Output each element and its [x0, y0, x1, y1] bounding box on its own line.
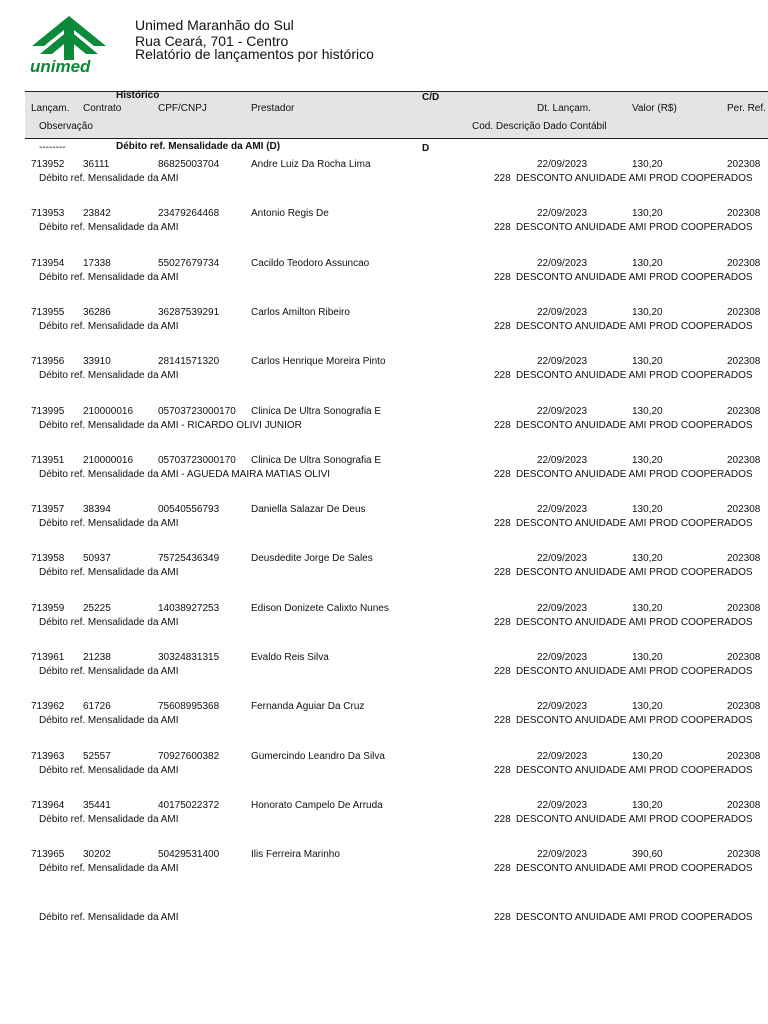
cell-valor: 130,20 [632, 504, 663, 515]
cell-lancamento: 713954 [31, 258, 65, 269]
report-title: Relatório de lançamentos por histórico [135, 46, 374, 62]
cell-valor: 130,20 [632, 553, 663, 564]
cell-cod: 228 [494, 617, 511, 628]
cell-cpf-cnpj: 75725436349 [158, 553, 220, 564]
cell-per-ref: 202308 [727, 553, 761, 564]
col-historico: Histórico [116, 90, 160, 101]
cell-descricao: DESCONTO ANUIDADE AMI PROD COOPERADOS [516, 765, 753, 776]
cell-valor: 130,20 [632, 406, 663, 417]
cell-cpf-cnpj: 55027679734 [158, 258, 220, 269]
cell-observacao: Débito ref. Mensalidade da AMI [39, 518, 179, 529]
cell-cod: 228 [494, 370, 511, 381]
cell-prestador: Ilis Ferreira Marinho [251, 849, 340, 860]
cell-lancamento: 713957 [31, 504, 65, 515]
cell-descricao: DESCONTO ANUIDADE AMI PROD COOPERADOS [516, 814, 753, 825]
cell-valor: 130,20 [632, 751, 663, 762]
col-cd: C/D [422, 92, 440, 103]
cell-observacao: Débito ref. Mensalidade da AMI [39, 370, 179, 381]
cell-dt-lancamento: 22/09/2023 [537, 603, 588, 614]
cell-contrato: 33910 [83, 356, 111, 367]
cell-cpf-cnpj: 36287539291 [158, 307, 220, 318]
cell-descricao: DESCONTO ANUIDADE AMI PROD COOPERADOS [516, 370, 753, 381]
cell-observacao: Débito ref. Mensalidade da AMI [39, 222, 179, 233]
cell-descricao: DESCONTO ANUIDADE AMI PROD COOPERADOS [516, 173, 753, 184]
cell-descricao: DESCONTO ANUIDADE AMI PROD COOPERADOS [516, 912, 753, 923]
cell-contrato: 17338 [83, 258, 111, 269]
cell-observacao: Débito ref. Mensalidade da AMI [39, 715, 179, 726]
cell-lancamento: 713962 [31, 701, 65, 712]
cell-prestador: Fernanda Aguiar Da Cruz [251, 701, 365, 712]
cell-descricao: DESCONTO ANUIDADE AMI PROD COOPERADOS [516, 222, 753, 233]
cell-prestador: Carlos Henrique Moreira Pinto [251, 356, 386, 367]
unimed-logo [28, 16, 110, 78]
cell-cod: 228 [494, 272, 511, 283]
company-name: Unimed Maranhão do Sul [135, 17, 294, 33]
cell-descricao: DESCONTO ANUIDADE AMI PROD COOPERADOS [516, 715, 753, 726]
cell-contrato: 61726 [83, 701, 111, 712]
cell-observacao: Débito ref. Mensalidade da AMI [39, 666, 179, 677]
cell-per-ref: 202308 [727, 701, 761, 712]
cell-prestador: Daniella Salazar De Deus [251, 504, 366, 515]
cell-prestador: Carlos Amilton Ribeiro [251, 307, 350, 318]
cell-observacao: Débito ref. Mensalidade da AMI - AGUEDA MAIRA MATIAS OLIVI [39, 469, 331, 480]
cell-observacao: Débito ref. Mensalidade da AMI [39, 863, 179, 874]
cell-cpf-cnpj: 75608995368 [158, 701, 220, 712]
cell-lancamento: 713961 [31, 652, 65, 663]
cell-valor: 130,20 [632, 258, 663, 269]
cell-contrato: 38394 [83, 504, 111, 515]
cell-observacao: Débito ref. Mensalidade da AMI [39, 814, 179, 825]
cell-valor: 130,20 [632, 455, 663, 466]
unimed-tree-icon [28, 16, 110, 60]
cell-lancamento: 713959 [31, 603, 65, 614]
col-lancam: Lançam. [31, 103, 70, 114]
col-valor: Valor (R$) [632, 103, 677, 114]
cell-dt-lancamento: 22/09/2023 [537, 701, 588, 712]
cell-per-ref: 202308 [727, 307, 761, 318]
cell-lancamento: 713964 [31, 800, 65, 811]
cell-cod: 228 [494, 518, 511, 529]
cell-cod: 228 [494, 814, 511, 825]
cell-cpf-cnpj: 23479264468 [158, 208, 220, 219]
cell-cod: 228 [494, 567, 511, 578]
cell-cpf-cnpj: 30324831315 [158, 652, 220, 663]
cell-cpf-cnpj: 00540556793 [158, 504, 220, 515]
cell-per-ref: 202308 [727, 652, 761, 663]
cell-descricao: DESCONTO ANUIDADE AMI PROD COOPERADOS [516, 666, 753, 677]
cell-lancamento: 713956 [31, 356, 65, 367]
cell-contrato: 36286 [83, 307, 111, 318]
col-prestador: Prestador [251, 103, 295, 114]
cell-lancamento: 713952 [31, 159, 65, 170]
cell-lancamento: 713951 [31, 455, 65, 466]
group-cd: D [422, 143, 430, 154]
cell-valor: 130,20 [632, 307, 663, 318]
cell-observacao: Débito ref. Mensalidade da AMI [39, 765, 179, 776]
cell-prestador: Antonio Regis De [251, 208, 329, 219]
cell-dt-lancamento: 22/09/2023 [537, 652, 588, 663]
cell-cpf-cnpj: 86825003704 [158, 159, 220, 170]
cell-cod: 228 [494, 173, 511, 184]
cell-prestador: Honorato Campelo De Arruda [251, 800, 383, 811]
cell-descricao: DESCONTO ANUIDADE AMI PROD COOPERADOS [516, 321, 753, 332]
cell-cod: 228 [494, 912, 511, 923]
cell-contrato: 210000016 [83, 455, 134, 466]
group-dash: -------- [39, 142, 66, 153]
col-contrato: Contrato [83, 103, 122, 114]
cell-per-ref: 202308 [727, 159, 761, 170]
cell-lancamento: 713955 [31, 307, 65, 318]
cell-descricao: DESCONTO ANUIDADE AMI PROD COOPERADOS [516, 567, 753, 578]
cell-cod: 228 [494, 420, 511, 431]
cell-descricao: DESCONTO ANUIDADE AMI PROD COOPERADOS [516, 863, 753, 874]
cell-valor: 130,20 [632, 603, 663, 614]
cell-contrato: 21238 [83, 652, 111, 663]
cell-observacao: Débito ref. Mensalidade da AMI [39, 912, 179, 923]
cell-valor: 130,20 [632, 652, 663, 663]
cell-per-ref: 202308 [727, 504, 761, 515]
cell-cpf-cnpj: 05703723000170 [158, 406, 236, 417]
cell-cod: 228 [494, 222, 511, 233]
cell-observacao: Débito ref. Mensalidade da AMI [39, 173, 179, 184]
cell-descricao: DESCONTO ANUIDADE AMI PROD COOPERADOS [516, 272, 753, 283]
cell-observacao: Débito ref. Mensalidade da AMI [39, 617, 179, 628]
col-dt: Dt. Lançam. [537, 103, 591, 114]
cell-contrato: 50937 [83, 553, 111, 564]
group-title: Débito ref. Mensalidade da AMI (D) [116, 141, 281, 152]
cell-cpf-cnpj: 28141571320 [158, 356, 220, 367]
cell-per-ref: 202308 [727, 406, 761, 417]
cell-valor: 130,20 [632, 356, 663, 367]
cell-descricao: DESCONTO ANUIDADE AMI PROD COOPERADOS [516, 617, 753, 628]
cell-contrato: 36111 [83, 159, 110, 170]
cell-valor: 130,20 [632, 159, 663, 170]
cell-valor: 130,20 [632, 701, 663, 712]
cell-per-ref: 202308 [727, 800, 761, 811]
cell-dt-lancamento: 22/09/2023 [537, 504, 588, 515]
cell-cpf-cnpj: 70927600382 [158, 751, 220, 762]
col-per: Per. Ref. [727, 103, 766, 114]
cell-descricao: DESCONTO ANUIDADE AMI PROD COOPERADOS [516, 469, 753, 480]
cell-observacao: Débito ref. Mensalidade da AMI [39, 567, 179, 578]
cell-cpf-cnpj: 40175022372 [158, 800, 220, 811]
cell-cpf-cnpj: 14038927253 [158, 603, 220, 614]
cell-prestador: Evaldo Reis Silva [251, 652, 329, 663]
cell-dt-lancamento: 22/09/2023 [537, 751, 588, 762]
cell-descricao: DESCONTO ANUIDADE AMI PROD COOPERADOS [516, 518, 753, 529]
cell-dt-lancamento: 22/09/2023 [537, 800, 588, 811]
cell-lancamento: 713953 [31, 208, 65, 219]
cell-cod: 228 [494, 715, 511, 726]
logo-text: unimed [30, 57, 91, 76]
cell-contrato: 30202 [83, 849, 111, 860]
cell-dt-lancamento: 22/09/2023 [537, 159, 588, 170]
cell-lancamento: 713965 [31, 849, 65, 860]
cell-prestador: Cacildo Teodoro Assuncao [251, 258, 370, 269]
cell-cpf-cnpj: 05703723000170 [158, 455, 236, 466]
cell-prestador: Deusdedite Jorge De Sales [251, 553, 373, 564]
cell-cod: 228 [494, 321, 511, 332]
col-cpf: CPF/CNPJ [158, 103, 207, 114]
cell-descricao: DESCONTO ANUIDADE AMI PROD COOPERADOS [516, 420, 753, 431]
cell-dt-lancamento: 22/09/2023 [537, 208, 588, 219]
cell-contrato: 25225 [83, 603, 111, 614]
cell-contrato: 210000016 [83, 406, 134, 417]
cell-per-ref: 202308 [727, 849, 761, 860]
cell-observacao: Débito ref. Mensalidade da AMI [39, 272, 179, 283]
cell-cod: 228 [494, 863, 511, 874]
cell-valor: 130,20 [632, 800, 663, 811]
cell-lancamento: 713958 [31, 553, 65, 564]
cell-dt-lancamento: 22/09/2023 [537, 553, 588, 564]
cell-per-ref: 202308 [727, 208, 761, 219]
cell-observacao: Débito ref. Mensalidade da AMI - RICARDO OLIVI JUNIOR [39, 420, 302, 431]
cell-dt-lancamento: 22/09/2023 [537, 455, 588, 466]
cell-cpf-cnpj: 50429531400 [158, 849, 220, 860]
cell-prestador: Gumercindo Leandro Da Silva [251, 751, 385, 762]
cell-cod: 228 [494, 469, 511, 480]
cell-contrato: 52557 [83, 751, 111, 762]
cell-per-ref: 202308 [727, 751, 761, 762]
cell-cod: 228 [494, 666, 511, 677]
cell-dt-lancamento: 22/09/2023 [537, 258, 588, 269]
cell-lancamento: 713995 [31, 406, 65, 417]
cell-prestador: Clinica De Ultra Sonografia E [251, 406, 382, 417]
cell-dt-lancamento: 22/09/2023 [537, 406, 588, 417]
cell-dt-lancamento: 22/09/2023 [537, 849, 588, 860]
col-observacao: Observação [39, 121, 93, 132]
company-address: Rua Ceará, 701 - Centro [135, 33, 289, 49]
cell-valor: 130,20 [632, 208, 663, 219]
cell-lancamento: 713963 [31, 751, 65, 762]
cell-contrato: 23842 [83, 208, 111, 219]
cell-dt-lancamento: 22/09/2023 [537, 356, 588, 367]
cell-contrato: 35441 [83, 800, 111, 811]
cell-per-ref: 202308 [727, 603, 761, 614]
cell-valor: 390,60 [632, 849, 663, 860]
cell-per-ref: 202308 [727, 455, 761, 466]
cell-per-ref: 202308 [727, 258, 761, 269]
cell-prestador: Andre Luiz Da Rocha Lima [251, 159, 371, 170]
cell-cod: 228 [494, 765, 511, 776]
cell-per-ref: 202308 [727, 356, 761, 367]
cell-dt-lancamento: 22/09/2023 [537, 307, 588, 318]
cell-prestador: Edison Donizete Calixto Nunes [251, 603, 389, 614]
cell-observacao: Débito ref. Mensalidade da AMI [39, 321, 179, 332]
col-cod: Cod. Descrição Dado Contábil [472, 121, 607, 132]
cell-prestador: Clinica De Ultra Sonografia E [251, 455, 382, 466]
